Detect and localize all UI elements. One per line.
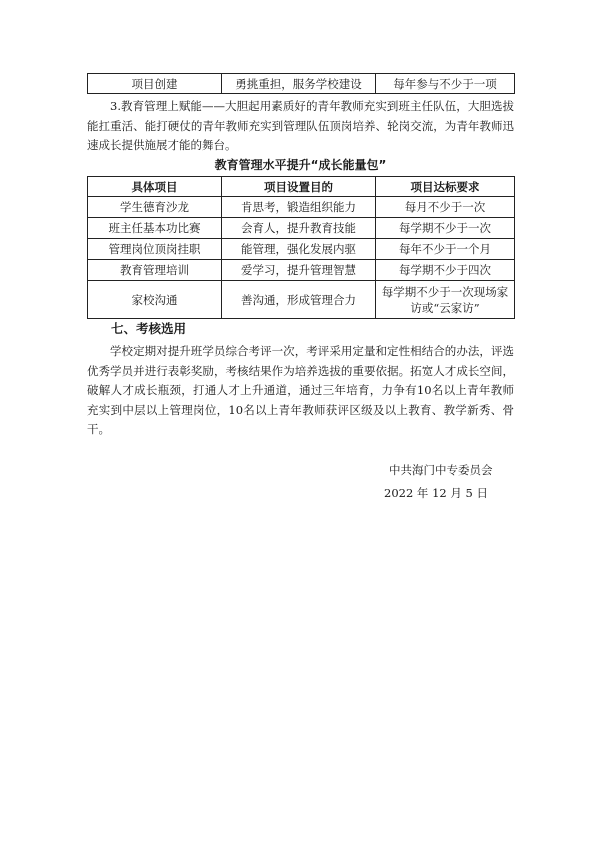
table-cell: 勇挑重担，服务学校建设 bbox=[222, 74, 376, 94]
table-row bbox=[88, 218, 515, 239]
growth-package-table bbox=[87, 176, 515, 319]
section-heading: 七、考核选用 bbox=[111, 321, 187, 336]
table-header-row bbox=[88, 177, 515, 197]
table-cell: 管理岗位顶岗挂职 bbox=[88, 239, 222, 260]
table-cell: 每学期不少于一次现场家访或“云家访” bbox=[376, 281, 515, 319]
table-cell: 项目创建 bbox=[88, 74, 222, 94]
table-cell: 肯思考，锻造组织能力 bbox=[222, 197, 376, 218]
table-title: 教育管理水平提升“成长能量包” bbox=[214, 158, 387, 172]
table-cell: 善沟通，形成管理合力 bbox=[222, 281, 376, 319]
table-cell: 教育管理培训 bbox=[88, 260, 222, 281]
table-cell: 每年参与不少于一项 bbox=[376, 74, 515, 94]
signature-date: 2022 年 12 月 5 日 bbox=[384, 486, 488, 500]
section-7-body: 学校定期对提升班学员综合考评一次，考评采用定量和定性相结合的办法，评选优秀学员并进行表彰奖励，考核结果作为培养选拔的重要依据。拓宽人才成长空间，破解人才成长瓶颈，打通人才上升通道，通过三年培育，力争有10名以上青年教师充实到中层以上管理岗位，10名以上青年教师获评区级及以上教育、教学新秀、骨干。 bbox=[87, 344, 514, 436]
column-header: 项目达标要求 bbox=[376, 177, 515, 197]
table-cell: 班主任基本功比赛 bbox=[88, 218, 222, 239]
table-cell: 爱学习，提升管理智慧 bbox=[222, 260, 376, 281]
table-row bbox=[88, 74, 515, 94]
column-header: 具体项目 bbox=[88, 177, 222, 197]
table-cell: 每年不少于一个月 bbox=[376, 239, 515, 260]
signature-org: 中共海门中专委员会 bbox=[389, 463, 493, 477]
table-cell: 会育人，提升教育技能 bbox=[222, 218, 376, 239]
top-table bbox=[87, 73, 515, 94]
table-cell: 能管理，强化发展内驱 bbox=[222, 239, 376, 260]
table-cell: 家校沟通 bbox=[88, 281, 222, 319]
table-cell: 每学期不少于一次 bbox=[376, 218, 515, 239]
table-row bbox=[88, 260, 515, 281]
table-cell: 学生德育沙龙 bbox=[88, 197, 222, 218]
table-row bbox=[88, 197, 515, 218]
table-row bbox=[88, 281, 515, 319]
column-header: 项目设置目的 bbox=[222, 177, 376, 197]
table-cell: 每学期不少于四次 bbox=[376, 260, 515, 281]
table-row bbox=[88, 239, 515, 260]
paragraph-3: 3.教育管理上赋能——大胆起用素质好的青年教师充实到班主任队伍，大胆选拔能扛重活、能打硬仗的青年教师充实到管理队伍顶岗培养、轮岗交流，为青年教师迅速成长提供施展才能的舞台。 bbox=[87, 99, 514, 152]
table-cell: 每月不少于一次 bbox=[376, 197, 515, 218]
